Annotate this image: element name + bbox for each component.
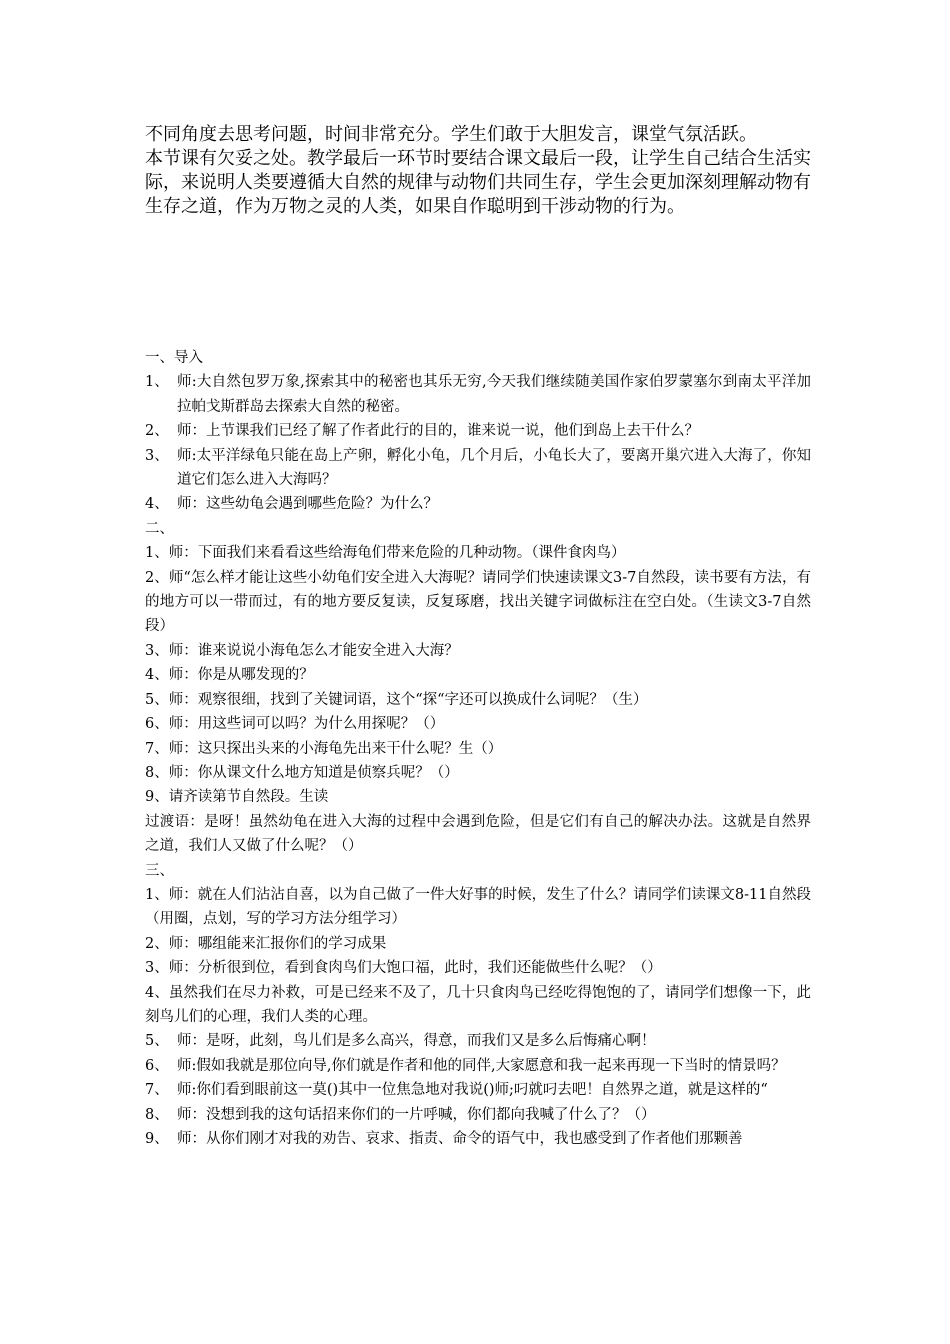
item-number: 7、 [145,1082,169,1099]
lesson-line: 3、师：分析很到位，看到食肉鸟们大饱口福，此时，我们还能做些什么呢？（） [145,960,662,977]
item-number: 4、 [145,496,169,513]
numbered-item [145,1103,811,1127]
numbered-item [145,1127,811,1151]
item-number: 6、 [145,1057,169,1074]
item-text: 师:大自然包罗万象,探索其中的秘密也其乐无穷,今天我们继续随美国作家伯罗蒙塞尔到南太平洋加拉帕戈斯群岛去探索大自然的秘密。 [177,374,811,415]
section-heading: 一、导入 [145,350,203,366]
numbered-item [145,370,811,419]
lesson-line: 4、虽然我们在尽力补救，可是已经来不及了，几十只食肉鸟已经吃得饱饱的了，请同学们想像一下，此刻鸟儿们的心理，我们人类的心理。 [145,984,811,1025]
item-text: 师:假如我就是那位向导,你们就是作者和他的同伴,大家愿意和我一起来再现一下当时的情景吗？ [177,1057,786,1074]
item-text: 师：从你们刚才对我的劝告、哀求、指责、命令的语气中，我也感受到了作者他们那颗善 [177,1131,743,1147]
intro-paragraph: 本节课有欠妥之处。教学最后一环节时要结合课文最后一段，让学生自己结合生活实际，来说明人类要遵循大自然的规律与动物们共同生存，学生会更加深刻理解动物有生存之道，作为万物之灵的人类，如果自作聪明到干涉动物的行为。 [145,148,811,217]
transition-line: 过渡语：是呀！虽然幼龟在进入大海的过程中会遇到危险，但是它们有自己的解决办法。这就是自然界之道，我们人又做了什么呢？（） [145,813,811,855]
numbered-item [145,1029,811,1053]
item-text: 师：没想到我的这句话招来你们的一片呼喊，你们都向我喊了什么了？（） [177,1106,656,1123]
section-heading: 三、 [145,862,174,879]
lesson-line: 2、师“怎么样才能让这些小幼龟们安全进入大海呢？请同学们快速读课文3-7自然段，读书要有方法，有的地方可以一带而过，有的地方要反复读，反复琢磨，找出关键字词做标注在空白处。（生读文3-7自然段） [145,569,811,635]
item-number: 1、 [145,374,169,391]
numbered-item [145,444,811,493]
item-number: 5、 [145,1033,169,1050]
item-number: 9、 [145,1131,169,1147]
intro-block [145,123,811,219]
item-number: 2、 [145,423,169,440]
intro-paragraph: 不同角度去思考问题，时间非常充分。学生们敢于大胆发言，课堂气氛活跃。 [145,124,757,145]
section-heading: 二、 [145,520,174,537]
lesson-line: 6、师：用这些词可以吗？为什么用探呢？（） [145,716,445,733]
item-text: 师：这些幼龟会遇到哪些危险？为什么？ [177,496,438,513]
numbered-item [145,492,811,516]
lesson-line: 1、师：下面我们来看看这些给海龟们带来危险的几种动物。（课件食肉鸟） [145,545,626,562]
numbered-item [145,419,811,443]
lesson-line: 5、师：观察很细，找到了关键词语，这个“探“字还可以换成什么词呢？（生） [145,691,648,708]
lesson-line: 3、师：谁来说说小海龟怎么才能安全进入大海？ [145,642,459,659]
item-text: 师：上节课我们已经了解了作者此行的目的，谁来说一说，他们到岛上去干什么？ [177,423,699,440]
item-number: 8、 [145,1106,169,1123]
numbered-item [145,1054,811,1078]
lesson-line: 7、师：这只探出头来的小海龟先出来干什么呢？生（） [145,740,503,757]
lesson-line: 4、师：你是从哪发现的？ [145,667,314,684]
item-text: 师:你们看到眼前这一莫()其中一位焦急地对我说()师;叼就叼去吧！自然界之道，就是这样的“ [177,1082,768,1099]
item-text: 师：是呀，此刻，鸟儿们是多么高兴，得意，而我们又是多么后悔痛心啊！ [177,1033,656,1050]
lesson-line: 1、师：就在人们沾沾自喜，以为自己做了一件大好事的时候，发生了什么？请同学们读课文8-11自然段（用圈，点划，写的学习方法分组学习） [145,886,811,928]
lesson-line: 8、师：你从课文什么地方知道是侦察兵呢？（） [145,764,459,781]
lesson-line: 2、师：哪组能来汇报你们的学习成果 [145,935,387,952]
lesson-plan [145,346,811,1151]
item-text: 师:太平洋绿龟只能在岛上产卵，孵化小龟，几个月后，小龟长大了，要离开巢穴进入大海了，你知道它们怎么进入大海吗？ [177,447,811,489]
item-number: 3、 [145,447,169,464]
lesson-line: 9、请齐读第节自然段。生读 [145,789,329,806]
numbered-item [145,1078,811,1102]
